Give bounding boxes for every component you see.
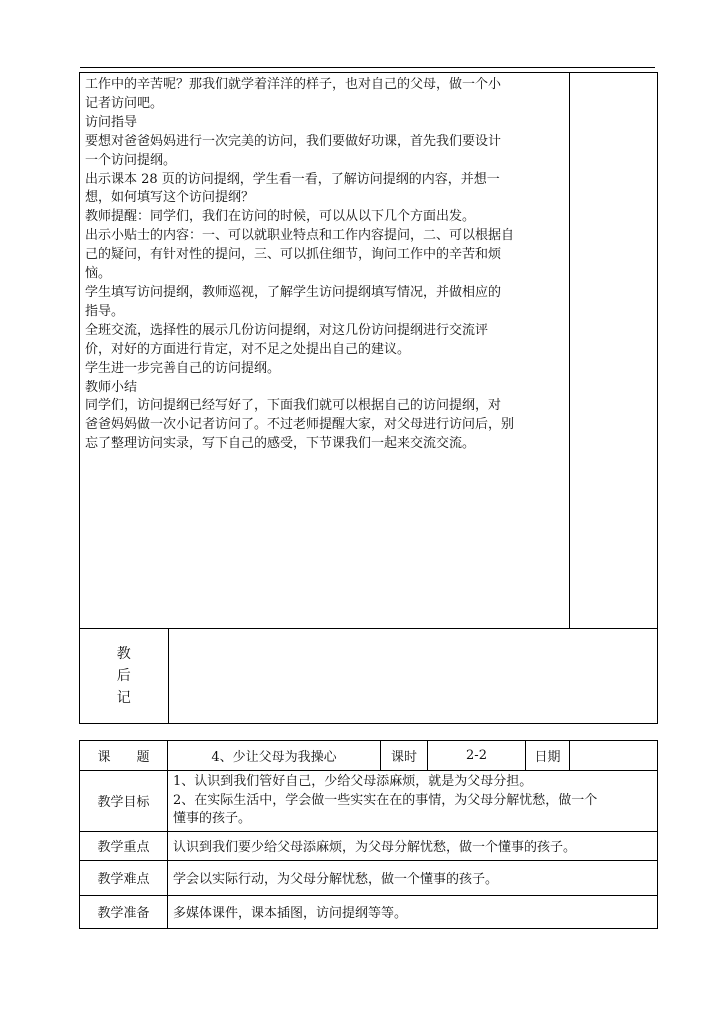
lesson-line: 想，如何填写这个访问提纲？ bbox=[85, 190, 255, 206]
after-class-label: 教 后 记 bbox=[80, 629, 168, 723]
lesson-line: 全班交流，选择性的展示几份访问提纲，对这几份访问提纲进行交流评 bbox=[85, 322, 489, 338]
section-heading: 访问指导 bbox=[85, 114, 138, 130]
preparation-value: 多媒体课件，课本插图，访问提纲等等。 bbox=[168, 895, 658, 928]
header-rule bbox=[80, 67, 655, 68]
goal-line: 2、在实际生活中，学会做一些实实在在的事情，为父母分解忧愁，做一个 bbox=[173, 792, 598, 808]
lesson-line: 爸爸妈妈做一次小记者访问了。不过老师提醒大家，对父母进行访问后，别 bbox=[85, 417, 515, 433]
goal-line: 1、认识到我们管好自己，少给父母添麻烦，就是为父母分担。 bbox=[173, 774, 533, 789]
goals-label: 教学目标 bbox=[80, 771, 168, 832]
section-heading: 教师小结 bbox=[85, 379, 138, 395]
lesson-line: 出示小贴士的内容：一、可以就职业特点和工作内容提问，二、可以根据自 bbox=[85, 228, 515, 244]
lesson-line: 学生进一步完善自己的访问提纲。 bbox=[85, 360, 281, 376]
lesson-line: 指导。 bbox=[85, 303, 125, 319]
lesson-line: 教师提醒：同学们，我们在访问的时候，可以从以下几个方面出发。 bbox=[85, 209, 476, 225]
lesson-line: 忘了整理访问实录，写下自己的感受，下节课我们一起来交流交流。 bbox=[85, 436, 476, 452]
goals-value bbox=[168, 771, 658, 832]
after-class-row bbox=[80, 629, 658, 724]
difficulty-value: 学会以实际行动，为父母分解忧愁，做一个懂事的孩子。 bbox=[168, 860, 658, 895]
hours-label: 课时 bbox=[381, 741, 428, 771]
preparation-label: 教学准备 bbox=[80, 895, 168, 928]
lesson-line: 价，对好的方面进行肯定，对不足之处提出自己的建议。 bbox=[85, 341, 411, 357]
lesson-line: 恼。 bbox=[85, 266, 112, 282]
key-points-label: 教学重点 bbox=[80, 831, 168, 860]
difficulty-label: 教学难点 bbox=[80, 860, 168, 895]
notes-side-cell bbox=[570, 73, 658, 629]
topic-value: 4、少让父母为我操心 bbox=[168, 741, 381, 771]
hours-value: 2-2 bbox=[428, 741, 526, 771]
lesson-line: 工作中的辛苦呢？那我们就学着洋洋的样子，也对自己的父母，做一个小 bbox=[85, 77, 502, 92]
lesson-line: 己的疑问，有针对性的提问，三、可以抓住细节，询问工作中的辛苦和烦 bbox=[85, 247, 502, 263]
lesson-line: 记者访问吧。 bbox=[85, 95, 164, 111]
topic-label: 课 题 bbox=[80, 741, 168, 771]
lesson-line: 学生填写访问提纲，教师巡视，了解学生访问提纲填写情况，并做相应的 bbox=[85, 284, 502, 300]
date-label: 日期 bbox=[526, 741, 570, 771]
lesson-plan-table bbox=[79, 740, 658, 929]
lesson-line: 一个访问提纲。 bbox=[85, 152, 177, 168]
after-class-notes bbox=[168, 629, 657, 723]
key-points-value: 认识到我们要少给父母添麻烦，为父母分解忧愁，做一个懂事的孩子。 bbox=[168, 831, 658, 860]
lesson-line: 要想对爸爸妈妈进行一次完美的访问，我们要做好功课，首先我们要设计 bbox=[85, 133, 502, 149]
lesson-line: 同学们，访问提纲已经写好了，下面我们就可以根据自己的访问提纲，对 bbox=[85, 398, 502, 414]
lesson-process-table bbox=[79, 72, 658, 724]
lesson-body-cell bbox=[80, 73, 570, 629]
after-class-inner bbox=[80, 629, 657, 723]
date-value bbox=[570, 741, 658, 771]
lesson-line: 出示课本 28 页的访问提纲，学生看一看，了解访问提纲的内容，并想一 bbox=[85, 171, 500, 187]
goal-line: 懂事的孩子。 bbox=[173, 811, 252, 826]
